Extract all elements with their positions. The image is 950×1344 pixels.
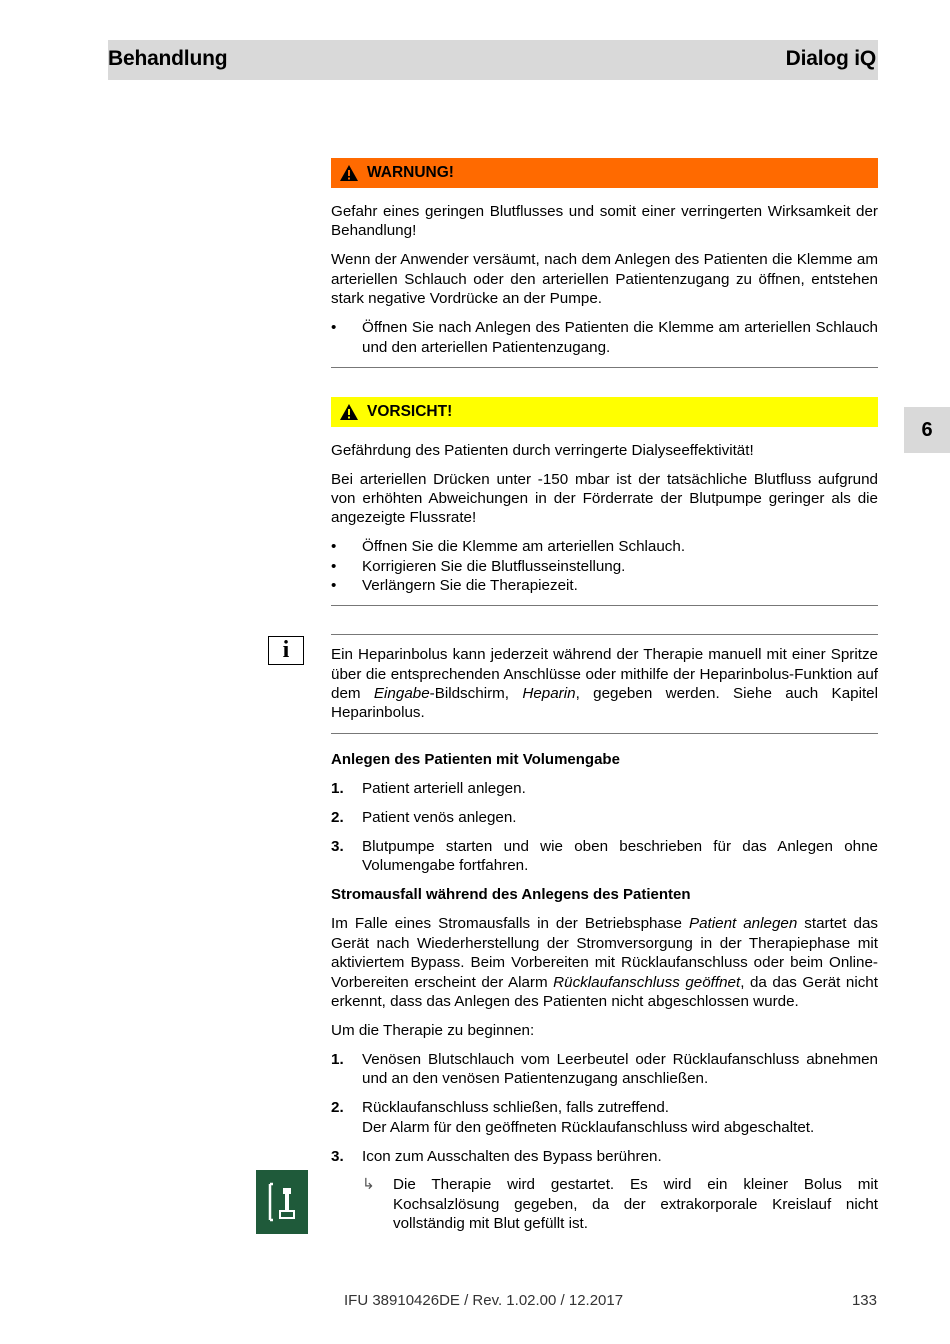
- warning-hazard: Gefahr eines geringen Blutflusses und somit einer verringerten Wirksamkeit der Behandlung!: [331, 203, 878, 240]
- info-note: Ein Heparinbolus kann jederzeit während der Therapie manuell mit einer Spritze über die entsprechenden Anschlüsse oder mithilfe der Heparinbolus-Funktion auf dem Eingabe-Bildschirm, Heparin, gegeben werden. Siehe auch Kapitel Heparinbolus.: [331, 646, 878, 722]
- caution-banner: [331, 397, 878, 427]
- caution-cause: Bei arteriellen Drücken unter -150 mbar ist der tatsächliche Blutfluss aufgrund von erhöhten Abweichungen in der Förderrate der Blutpumpe geringer als die angezeigte Flussrate!: [331, 470, 878, 527]
- page-number: 133: [851, 1292, 877, 1309]
- main-content: [331, 158, 878, 1233]
- step-item: 1. Patient arteriell anlegen.: [331, 779, 526, 797]
- result-arrow-icon: ↳: [362, 1176, 375, 1194]
- warning-triangle-icon: [339, 164, 359, 182]
- section-heading: Anlegen des Patienten mit Volumengabe: [331, 750, 620, 768]
- section-heading: Stromausfall während des Anlegens des Patienten: [331, 886, 691, 904]
- document-reference: IFU 38910426DE / Rev. 1.02.00 / 12.2017: [344, 1292, 624, 1309]
- info-icon: i: [268, 636, 304, 665]
- header-product-name: Dialog iQ: [785, 47, 876, 70]
- step-item: 2. Rücklaufanschluss schließen, falls zutreffend. Der Alarm für den geöffneten Rücklaufanschluss wird abgeschaltet.: [331, 1099, 815, 1136]
- bypass-icon: [256, 1170, 308, 1234]
- header-section-title: Behandlung: [108, 47, 228, 70]
- caution-label: VORSICHT!: [367, 402, 453, 420]
- divider: [331, 634, 878, 635]
- steps-intro: Um die Therapie zu beginnen:: [331, 1021, 535, 1039]
- page-footer: [0, 1292, 950, 1312]
- bypass-icon-graphic: [256, 1170, 308, 1234]
- step-item: 3. Blutpumpe starten und wie oben beschrieben für das Anlegen ohne Volumengabe fortfahren.: [331, 837, 878, 875]
- warning-label: WARNUNG!: [367, 164, 454, 182]
- divider: [331, 367, 878, 368]
- section1-steps: [331, 779, 878, 876]
- caution-actions: [331, 537, 878, 595]
- warning-banner: [331, 158, 878, 188]
- caution-triangle-icon: [339, 403, 359, 421]
- step-item: 3. Icon zum Ausschalten des Bypass berühren.: [331, 1147, 662, 1165]
- list-item: • Öffnen Sie die Klemme am arteriellen Schlauch.: [331, 538, 686, 556]
- warning-cause: Wenn der Anwender versäumt, nach dem Anlegen des Patienten die Klemme am arteriellen Schlauch oder den arteriellen Patientenzugang zu öffnen, entstehen stark negative Vordrücke an der Pumpe.: [331, 251, 878, 308]
- list-item: • Verlängern Sie die Therapiezeit.: [331, 577, 578, 595]
- step-item: 2. Patient venös anlegen.: [331, 808, 517, 826]
- caution-hazard: Gefährdung des Patienten durch verringerte Dialyseeffektivität!: [331, 441, 754, 459]
- divider: [331, 605, 878, 606]
- step-item: 1. Venösen Blutschlauch vom Leerbeutel oder Rücklaufanschluss abnehmen und an den venösen Patientenzugang anschließen.: [331, 1050, 878, 1088]
- chapter-tab: 6: [904, 407, 950, 453]
- section2-steps: [331, 1050, 878, 1166]
- list-item: • Korrigieren Sie die Blutflusseinstellung.: [331, 557, 626, 575]
- warning-actions: [331, 318, 878, 357]
- power-failure-description: Im Falle eines Stromausfalls in der Betriebsphase Patient anlegen startet das Gerät nach Wiederherstellung der Stromversorgung in der Therapiephase mit aktiviertem Bypass. Beim Vorbereiten mit Rücklaufanschluss oder beim Online-Vorbereiten erscheint der Alarm Rücklaufanschluss geöffnet, da das Gerät nicht erkennt, dass das Anlegen des Patienten nicht abgeschlossen wurde.: [331, 915, 878, 1010]
- list-item: • Öffnen Sie nach Anlegen des Patienten die Klemme am arteriellen Schlauch und den arteriellen Patientenzugang.: [331, 319, 878, 356]
- divider: [331, 733, 878, 734]
- page-header: [108, 40, 878, 80]
- step-result: ↳ Die Therapie wird gestartet. Es wird ein kleiner Bolus mit Kochsalzlösung gegeben, da der extrakorporale Kreislauf nicht vollständig mit Blut gefüllt ist.: [362, 1176, 878, 1232]
